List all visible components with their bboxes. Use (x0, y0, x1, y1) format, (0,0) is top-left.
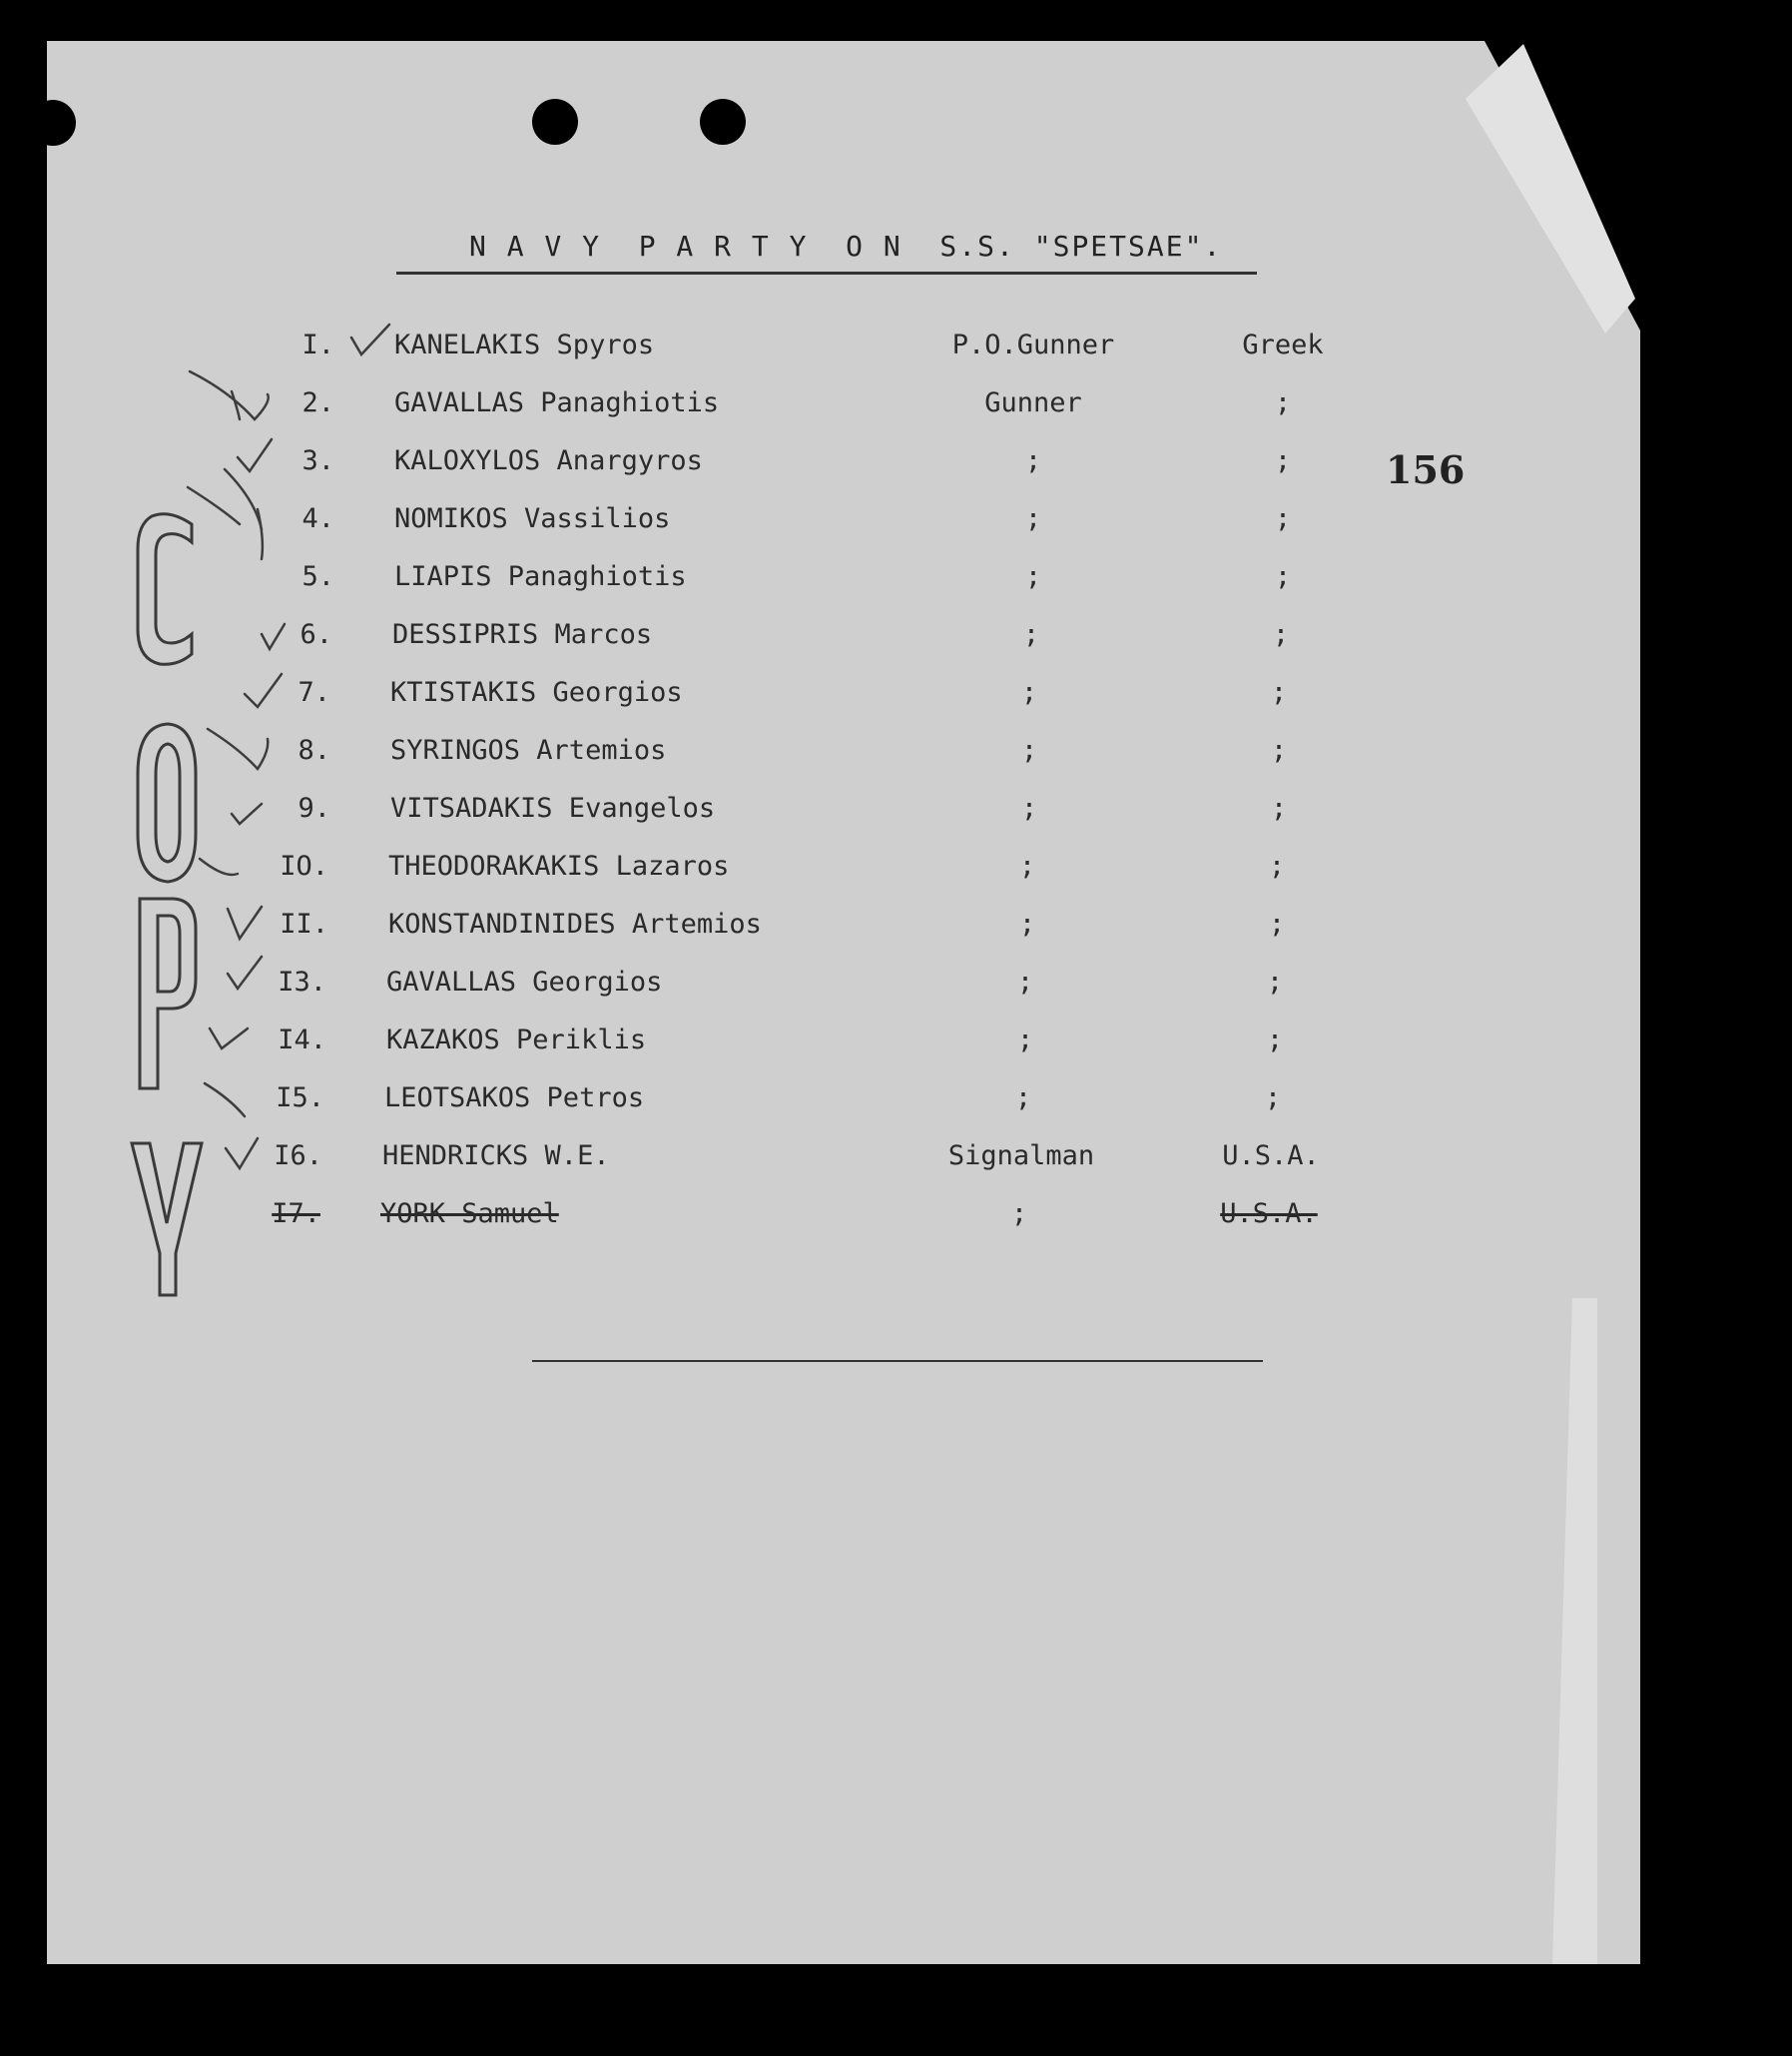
crew-nationality: ; (1268, 909, 1286, 940)
punch-hole (532, 99, 578, 145)
table-row (0, 1025, 1784, 1082)
table-row (0, 1198, 1778, 1256)
crew-rank: ; (1016, 1025, 1034, 1055)
crew-nationality: ; (1270, 735, 1288, 766)
crew-nationality: ; (1274, 387, 1292, 418)
crew-nationality: ; (1270, 793, 1288, 824)
crew-rank: ; (1024, 561, 1042, 592)
entry-number: 5. (301, 561, 334, 592)
crew-rank: ; (1024, 503, 1042, 534)
crew-rank: ; (1018, 851, 1036, 882)
entry-number: I3. (278, 967, 326, 998)
crew-nationality: U.S.A. (1222, 1140, 1320, 1171)
crew-nationality: ; (1274, 445, 1292, 476)
entry-number: I6. (274, 1140, 322, 1171)
entry-number: 4. (301, 503, 334, 534)
document-title: N A V Y P A R T Y O N S.S. "SPETSAE". (469, 230, 1223, 263)
table-row (0, 619, 1790, 677)
crew-name: THEODORAKAKIS Lazaros (388, 851, 730, 882)
crew-name: LIAPIS Panaghiotis (394, 561, 687, 592)
crew-rank: ; (1014, 1082, 1032, 1113)
crew-nationality: ; (1268, 851, 1286, 882)
crew-rank: ; (1022, 619, 1040, 650)
crew-nationality: ; (1264, 1082, 1282, 1113)
crew-name: SYRINGOS Artemios (390, 735, 667, 766)
entry-number: IO. (280, 851, 328, 882)
table-row (0, 851, 1786, 909)
crew-name: LEOTSAKOS Petros (384, 1082, 645, 1113)
entry-number: 8. (298, 735, 330, 766)
table-row (0, 503, 1792, 561)
crew-rank: ; (1020, 793, 1038, 824)
table-row (0, 1140, 1780, 1198)
crew-nationality: ; (1274, 503, 1292, 534)
closing-rule (532, 1360, 1263, 1362)
table-row (0, 677, 1788, 735)
crew-name: GAVALLAS Georgios (386, 967, 663, 998)
entry-number: 7. (298, 677, 330, 708)
crew-rank: Gunner (984, 387, 1082, 418)
crew-name: VITSADAKIS Evangelos (390, 793, 716, 824)
table-row (0, 909, 1786, 967)
entry-number: I7. (272, 1198, 320, 1229)
crew-nationality: ; (1266, 1025, 1284, 1055)
table-row (0, 330, 1792, 387)
crew-nationality: ; (1266, 967, 1284, 998)
crew-name: KTISTAKIS Georgios (390, 677, 683, 708)
table-row (0, 793, 1788, 851)
crew-name: YORK Samuel (380, 1198, 559, 1229)
crew-rank: ; (1018, 909, 1036, 940)
table-row (0, 387, 1792, 445)
crew-rank: ; (1010, 1198, 1028, 1229)
crew-rank: Signalman (947, 1140, 1095, 1171)
entry-number: I4. (278, 1025, 326, 1055)
crew-nationality: ; (1274, 561, 1292, 592)
entry-number: 9. (298, 793, 330, 824)
title-underline (396, 272, 1257, 275)
entry-number: 3. (301, 445, 334, 476)
crew-name: GAVALLAS Panaghiotis (394, 387, 720, 418)
crew-rank: ; (1020, 677, 1038, 708)
punch-hole (30, 100, 76, 146)
crew-name: HENDRICKS W.E. (382, 1140, 610, 1171)
crew-nationality: ; (1272, 619, 1290, 650)
crew-nationality: ; (1270, 677, 1288, 708)
table-row (0, 561, 1792, 619)
crew-name: KONSTANDINIDES Artemios (388, 909, 762, 940)
table-row (0, 735, 1788, 793)
crew-nationality: U.S.A. (1220, 1198, 1318, 1229)
crew-rank: ; (1020, 735, 1038, 766)
crew-rank: ; (1024, 445, 1042, 476)
entry-number: II. (280, 909, 328, 940)
crew-name: NOMIKOS Vassilios (394, 503, 671, 534)
table-row (0, 967, 1784, 1025)
table-row (0, 1082, 1782, 1140)
punch-hole (700, 99, 746, 145)
crew-name: DESSIPRIS Marcos (392, 619, 653, 650)
crew-nationality: Greek (1242, 330, 1324, 360)
page-number: 156 (1386, 447, 1466, 492)
crew-name: KALOXYLOS Anargyros (394, 445, 703, 476)
entry-number: I. (301, 330, 334, 360)
crew-rank: P.O.Gunner (951, 330, 1115, 360)
entry-number: I5. (276, 1082, 324, 1113)
crew-name: KANELAKIS Spyros (394, 330, 655, 360)
entry-number: 6. (299, 619, 332, 650)
entry-number: 2. (301, 387, 334, 418)
table-row (0, 445, 1792, 503)
crew-rank: ; (1016, 967, 1034, 998)
crew-name: KAZAKOS Periklis (386, 1025, 647, 1055)
